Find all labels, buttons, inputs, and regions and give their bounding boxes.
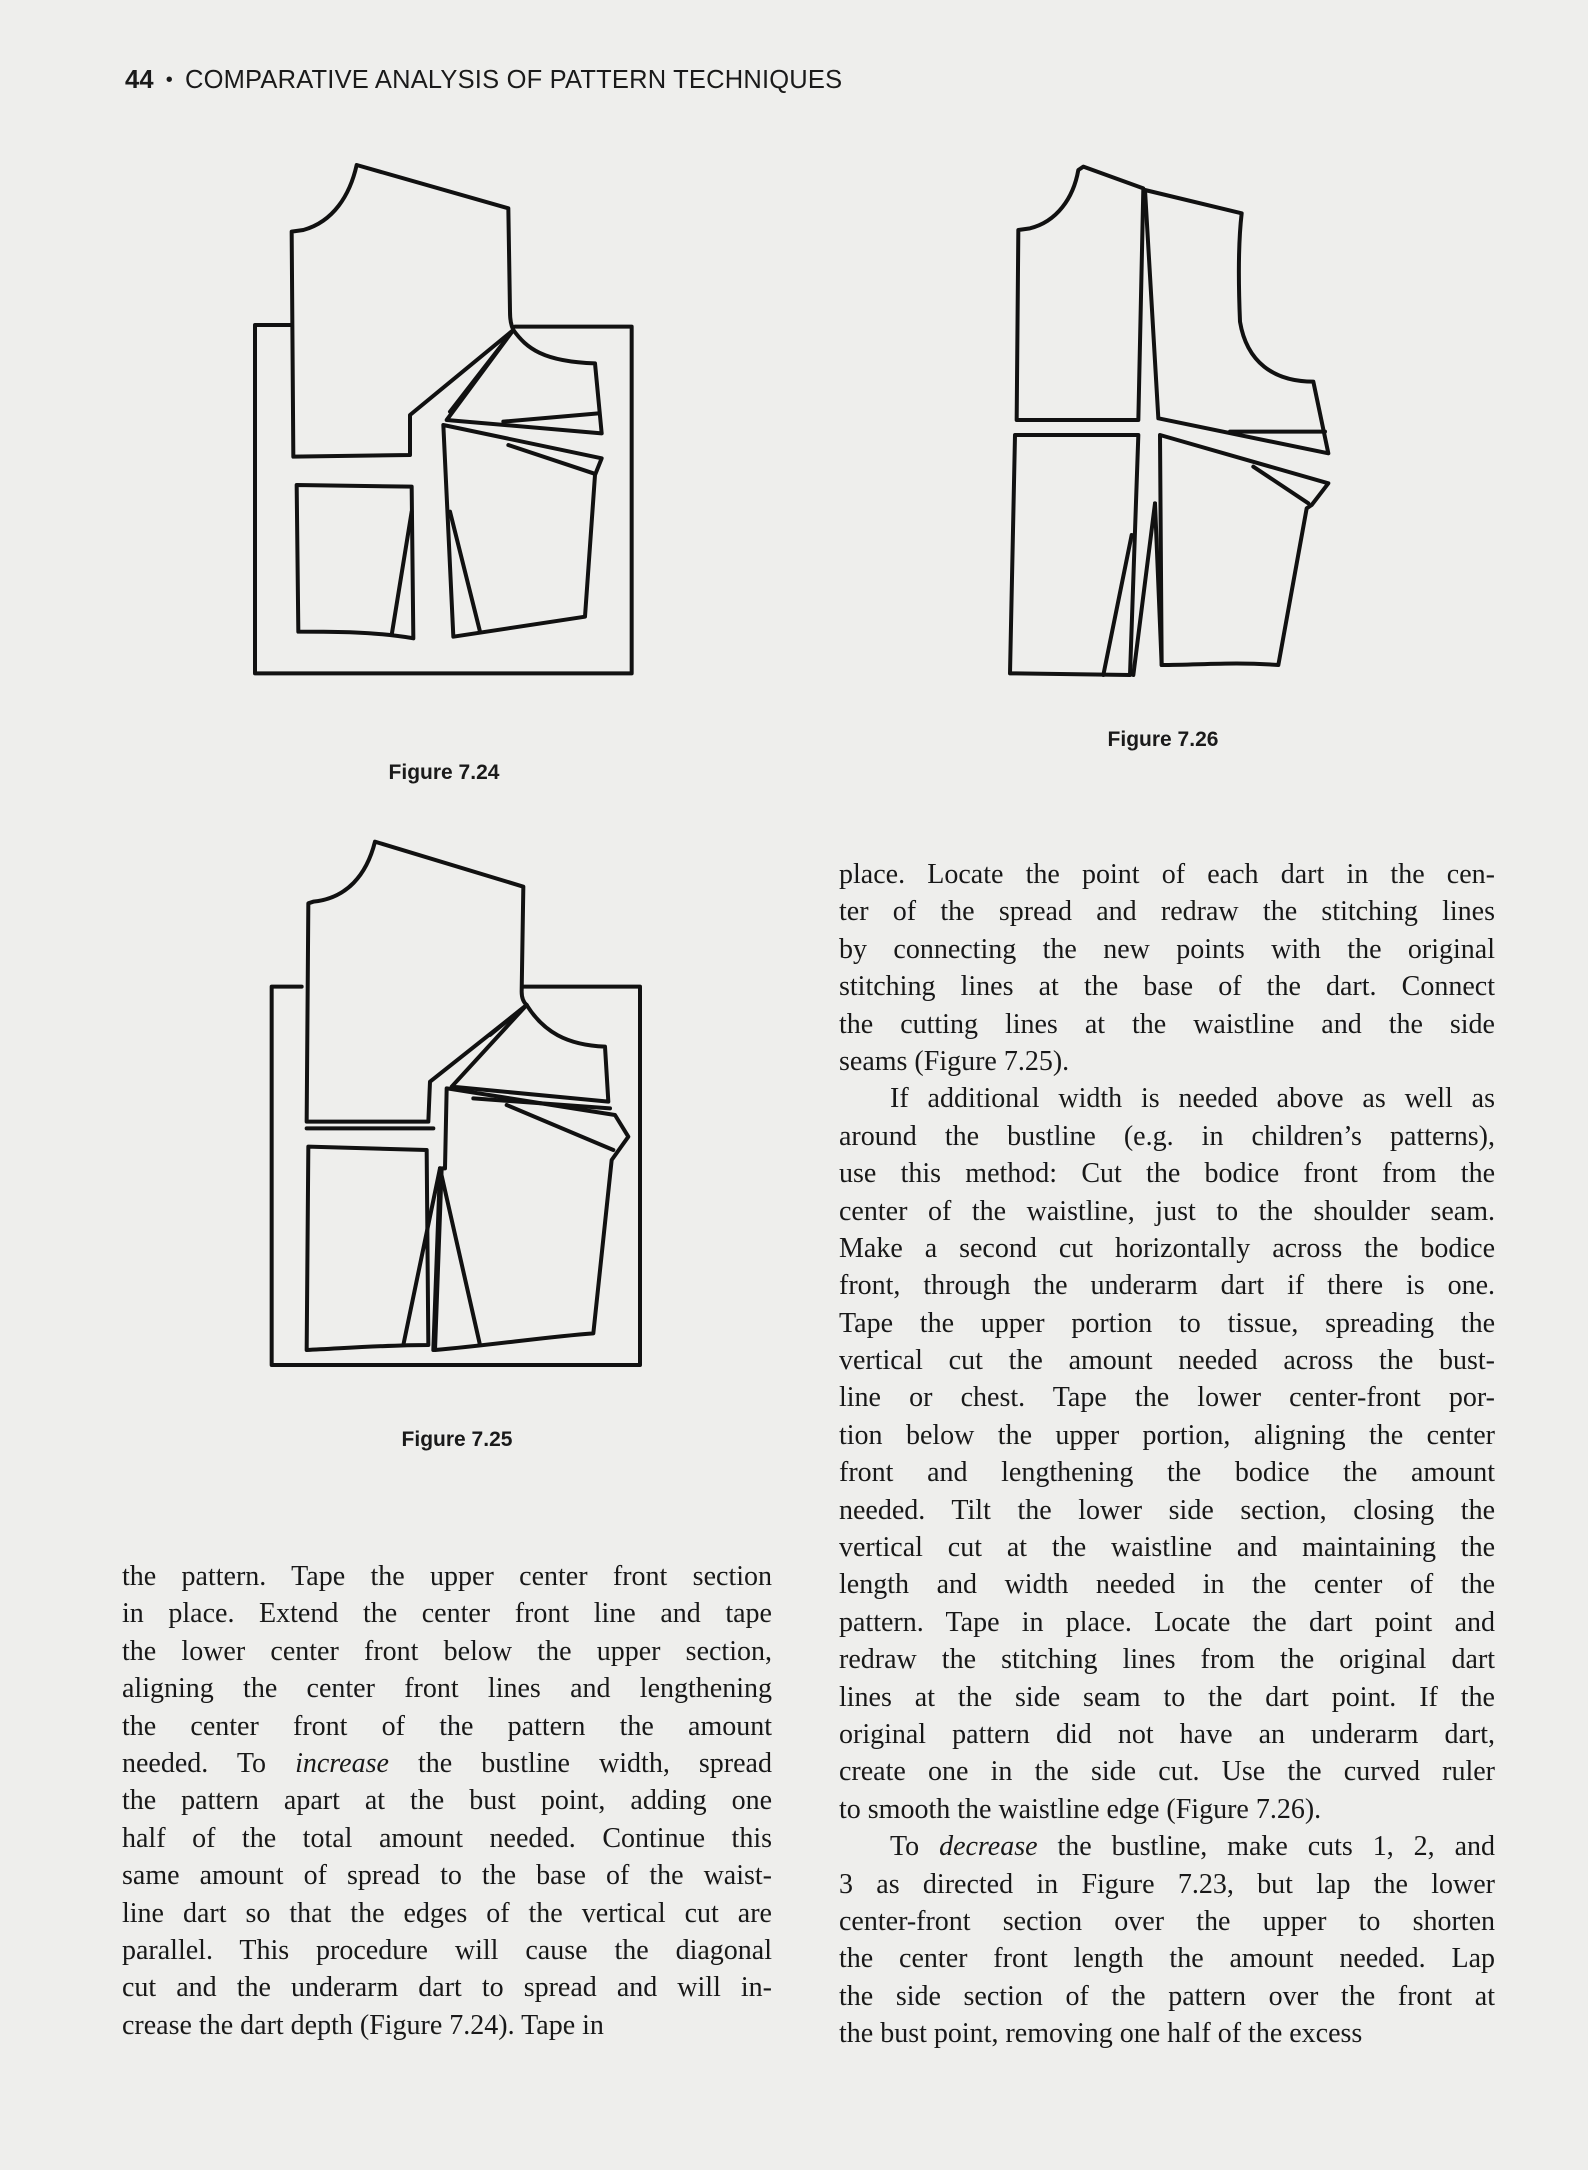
text-line: the pattern apart at the bust point, adding one	[122, 1785, 772, 1817]
lower-side-piece	[443, 425, 601, 637]
waist-dart-line	[450, 512, 480, 632]
text-line: to smooth the waistline edge (Figure 7.26).	[839, 1793, 1322, 1825]
text-segment: the bustline width, spread	[388, 1747, 772, 1779]
upper-center-front-piece	[307, 842, 527, 1122]
text-line: lines at the side seam to the dart point. If the	[839, 1681, 1495, 1713]
text-line: seams (Figure 7.25).	[839, 1045, 1070, 1077]
upper-side-piece	[452, 1005, 609, 1102]
text-line: redraw the stitching lines from the original dart	[839, 1644, 1495, 1676]
right-text-column	[839, 856, 1495, 2053]
text-line: center-front section over the upper to shorten	[839, 1905, 1495, 1937]
text-line: line dart so that the edges of the vertical cut are	[122, 1897, 772, 1929]
text-line: needed. Tilt the lower side section, closing the	[839, 1494, 1495, 1526]
text-line: If additional width is needed above as well as	[890, 1083, 1495, 1115]
running-head-title: COMPARATIVE ANALYSIS OF PATTERN TECHNIQUES	[184, 66, 843, 94]
running-head	[125, 66, 842, 95]
text-line: the center front length the amount needed. Lap	[839, 1943, 1495, 1975]
figure-caption: Figure 7.24	[388, 761, 500, 784]
text-line: the bust point, removing one half of the excess	[839, 2018, 1363, 2050]
text-line: crease the dart depth (Figure 7.24). Tape in	[122, 2009, 604, 2041]
lower-side-piece	[435, 1088, 628, 1350]
figure-7-24-diagram	[250, 155, 640, 720]
bullet-separator: •	[165, 69, 173, 91]
italic-emphasis: increase	[295, 1747, 389, 1779]
text-line: line or chest. Tape the lower center-front por-	[839, 1382, 1495, 1414]
text-line: the center front of the pattern the amount	[122, 1710, 772, 1742]
upper-center-front-piece	[292, 165, 514, 457]
text-line: front and lengthening the bodice the amount	[839, 1457, 1495, 1489]
cut-line	[490, 1005, 527, 1035]
tissue-outline	[255, 325, 632, 673]
text-line: vertical cut the amount needed across the bust-	[839, 1345, 1495, 1377]
upper-left-piece	[1017, 167, 1144, 420]
paragraph	[122, 1558, 772, 2044]
waist-dart-line	[1103, 535, 1131, 675]
left-text-column	[122, 1558, 772, 2044]
text-line: the lower center front below the upper section,	[122, 1635, 772, 1667]
text-line: Tape the upper portion to tissue, spreading the	[839, 1307, 1495, 1339]
italic-emphasis: decrease	[939, 1831, 1038, 1863]
text-line: in place. Extend the center front line and tape	[122, 1598, 772, 1630]
text-line: 3 as directed in Figure 7.23, but lap the lower	[839, 1868, 1495, 1900]
bodice-pattern-increase-diagram	[250, 155, 640, 720]
text-line: place. Locate the point of each dart in the cen-	[839, 859, 1495, 890]
text-line: center of the waistline, just to the shoulder seam.	[839, 1195, 1495, 1227]
text-line: use this method: Cut the bodice front from the	[839, 1158, 1495, 1190]
text-line: length and width needed in the center of the	[839, 1569, 1495, 1601]
waist-dart-line	[392, 512, 412, 635]
cut-line	[450, 330, 513, 412]
text-line: cut and the underarm dart to spread and will in-	[122, 1972, 772, 2004]
text-line: aligning the center front lines and lengthening	[122, 1673, 772, 1705]
text-line: ter of the spread and redraw the stitching lines	[839, 896, 1495, 928]
dart-line	[503, 413, 598, 421]
text-line: the pattern. Tape the upper center front section	[122, 1561, 772, 1592]
figure-7-25-diagram	[260, 835, 650, 1385]
text-line: half of the total amount needed. Continue this	[122, 1822, 772, 1854]
text-line: parallel. This procedure will cause the diagonal	[122, 1934, 772, 1966]
text-line: Make a second cut horizontally across the bodice	[839, 1232, 1495, 1264]
bodice-pattern-redrawn-darts-diagram	[260, 835, 650, 1385]
text-line: by connecting the new points with the original	[839, 933, 1495, 965]
text-line	[839, 1828, 1495, 1865]
text-line: same amount of spread to the base of the waist-	[122, 1860, 772, 1892]
text-line: around the bustline (e.g. in children’s patterns),	[839, 1120, 1495, 1152]
page-number: 44	[125, 66, 154, 94]
bodice-pattern-width-length-diagram	[1000, 155, 1340, 685]
paragraph	[839, 1828, 1495, 2052]
figure-7-26-diagram	[1000, 155, 1340, 685]
text-line: original pattern did not have an underarm dart,	[839, 1718, 1495, 1750]
text-line: the cutting lines at the waistline and the side	[839, 1008, 1495, 1040]
text-segment: the bustline, make cuts 1, 2, and	[1037, 1831, 1495, 1863]
text-line: pattern. Tape in place. Locate the dart point and	[839, 1606, 1495, 1638]
paragraph	[839, 1080, 1495, 1828]
text-line: vertical cut at the waistline and maintaining the	[839, 1532, 1495, 1564]
dart-line	[1253, 467, 1308, 504]
paragraph	[839, 856, 1495, 1080]
text-line: tion below the upper portion, aligning the center	[839, 1419, 1495, 1451]
text-line: stitching lines at the base of the dart. Connect	[839, 971, 1495, 1003]
text-line: create one in the side cut. Use the curved ruler	[839, 1756, 1495, 1788]
figure-caption: Figure 7.25	[401, 1428, 513, 1451]
upper-right-piece	[1145, 190, 1328, 453]
waist-dart-line	[440, 1168, 480, 1345]
figure-caption: Figure 7.26	[1107, 728, 1219, 751]
lower-right-piece	[1160, 435, 1328, 665]
text-segment: needed. To	[122, 1747, 296, 1779]
text-line: the side section of the pattern over the front at	[839, 1980, 1495, 2012]
text-line	[122, 1745, 772, 1782]
text-line: front, through the underarm dart if there is one.	[839, 1270, 1495, 1302]
lower-left-piece	[1010, 435, 1138, 675]
text-segment: To	[890, 1831, 940, 1863]
